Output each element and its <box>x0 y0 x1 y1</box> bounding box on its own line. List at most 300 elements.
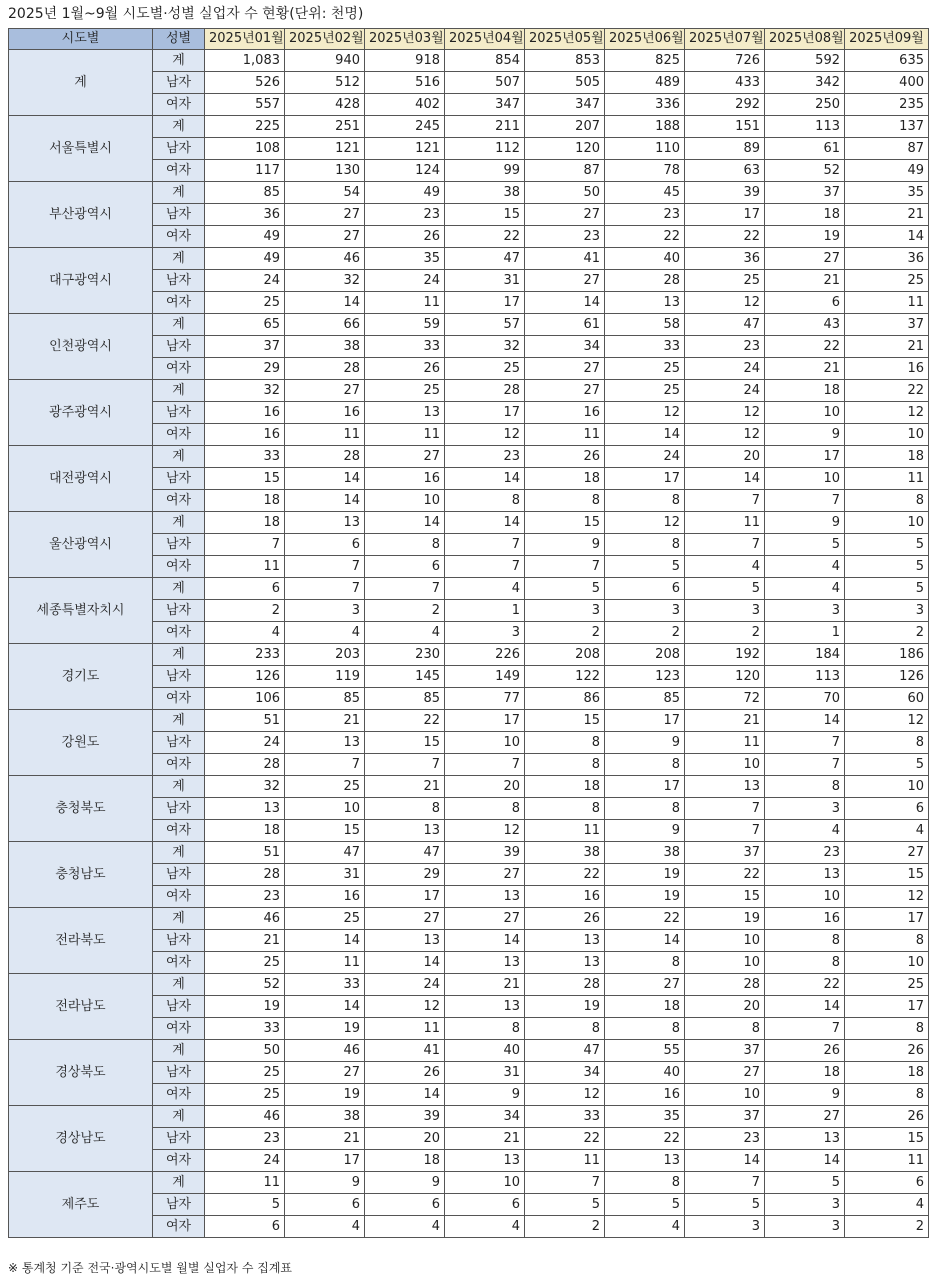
region-label: 울산광역시 <box>9 512 153 578</box>
value-cell: 17 <box>845 908 929 930</box>
value-cell: 27 <box>445 864 525 886</box>
region-label: 경상남도 <box>9 1106 153 1172</box>
region-label: 세종특별자치시 <box>9 578 153 644</box>
value-cell: 14 <box>605 930 685 952</box>
value-cell: 5 <box>845 556 929 578</box>
value-cell: 14 <box>285 292 365 314</box>
value-cell: 4 <box>365 622 445 644</box>
value-cell: 4 <box>445 1216 525 1238</box>
value-cell: 37 <box>205 336 285 358</box>
value-cell: 11 <box>845 468 929 490</box>
value-cell: 8 <box>525 798 605 820</box>
value-cell: 49 <box>365 182 445 204</box>
value-cell: 60 <box>845 688 929 710</box>
value-cell: 5 <box>845 578 929 600</box>
value-cell: 5 <box>845 534 929 556</box>
value-cell: 9 <box>765 512 845 534</box>
value-cell: 592 <box>765 50 845 72</box>
value-cell: 40 <box>605 1062 685 1084</box>
value-cell: 12 <box>605 512 685 534</box>
value-cell: 25 <box>285 776 365 798</box>
value-cell: 50 <box>205 1040 285 1062</box>
gender-label: 남자 <box>153 864 205 886</box>
value-cell: 34 <box>445 1106 525 1128</box>
value-cell: 19 <box>285 1084 365 1106</box>
value-cell: 22 <box>685 226 765 248</box>
value-cell: 37 <box>685 842 765 864</box>
value-cell: 24 <box>205 270 285 292</box>
value-cell: 113 <box>765 666 845 688</box>
value-cell: 17 <box>685 204 765 226</box>
value-cell: 15 <box>285 820 365 842</box>
header-month: 2025년08월 <box>765 29 845 50</box>
value-cell: 26 <box>365 1062 445 1084</box>
value-cell: 9 <box>525 534 605 556</box>
value-cell: 8 <box>605 1172 685 1194</box>
value-cell: 61 <box>765 138 845 160</box>
value-cell: 27 <box>365 908 445 930</box>
value-cell: 130 <box>285 160 365 182</box>
value-cell: 86 <box>525 688 605 710</box>
value-cell: 27 <box>445 908 525 930</box>
value-cell: 3 <box>765 600 845 622</box>
region-label: 충청북도 <box>9 776 153 842</box>
gender-label: 계 <box>153 182 205 204</box>
value-cell: 235 <box>845 94 929 116</box>
value-cell: 38 <box>285 336 365 358</box>
value-cell: 22 <box>765 336 845 358</box>
value-cell: 36 <box>205 204 285 226</box>
value-cell: 25 <box>205 1084 285 1106</box>
value-cell: 12 <box>685 424 765 446</box>
region-label: 강원도 <box>9 710 153 776</box>
value-cell: 336 <box>605 94 685 116</box>
value-cell: 27 <box>765 1106 845 1128</box>
value-cell: 4 <box>605 1216 685 1238</box>
value-cell: 11 <box>845 292 929 314</box>
value-cell: 16 <box>765 908 845 930</box>
value-cell: 6 <box>765 292 845 314</box>
value-cell: 14 <box>765 710 845 732</box>
value-cell: 347 <box>445 94 525 116</box>
table-row <box>9 1106 929 1128</box>
gender-label: 여자 <box>153 1150 205 1172</box>
value-cell: 8 <box>365 798 445 820</box>
value-cell: 31 <box>445 1062 525 1084</box>
value-cell: 10 <box>845 424 929 446</box>
value-cell: 14 <box>285 996 365 1018</box>
value-cell: 46 <box>285 248 365 270</box>
header-month: 2025년02월 <box>285 29 365 50</box>
value-cell: 11 <box>845 1150 929 1172</box>
value-cell: 208 <box>605 644 685 666</box>
value-cell: 8 <box>605 534 685 556</box>
region-label: 인천광역시 <box>9 314 153 380</box>
value-cell: 5 <box>605 556 685 578</box>
value-cell: 7 <box>685 820 765 842</box>
value-cell: 15 <box>845 1128 929 1150</box>
table-row <box>9 1040 929 1062</box>
gender-label: 여자 <box>153 1018 205 1040</box>
value-cell: 18 <box>605 996 685 1018</box>
region-label: 제주도 <box>9 1172 153 1238</box>
value-cell: 38 <box>285 1106 365 1128</box>
value-cell: 57 <box>445 314 525 336</box>
value-cell: 3 <box>605 600 685 622</box>
value-cell: 25 <box>205 952 285 974</box>
value-cell: 28 <box>685 974 765 996</box>
table-row <box>9 182 929 204</box>
value-cell: 27 <box>525 380 605 402</box>
value-cell: 33 <box>525 1106 605 1128</box>
value-cell: 6 <box>605 578 685 600</box>
value-cell: 19 <box>765 226 845 248</box>
value-cell: 26 <box>365 358 445 380</box>
value-cell: 7 <box>365 578 445 600</box>
value-cell: 4 <box>765 578 845 600</box>
value-cell: 61 <box>525 314 605 336</box>
value-cell: 6 <box>205 578 285 600</box>
value-cell: 7 <box>525 556 605 578</box>
value-cell: 29 <box>365 864 445 886</box>
value-cell: 122 <box>525 666 605 688</box>
table-row <box>9 1172 929 1194</box>
value-cell: 8 <box>685 1018 765 1040</box>
value-cell: 13 <box>525 952 605 974</box>
value-cell: 9 <box>765 1084 845 1106</box>
value-cell: 16 <box>285 886 365 908</box>
value-cell: 25 <box>685 270 765 292</box>
header-gender: 성별 <box>153 29 205 50</box>
value-cell: 33 <box>285 974 365 996</box>
value-cell: 10 <box>685 1084 765 1106</box>
value-cell: 7 <box>445 534 525 556</box>
value-cell: 25 <box>605 380 685 402</box>
value-cell: 34 <box>525 336 605 358</box>
gender-label: 남자 <box>153 402 205 424</box>
gender-label: 계 <box>153 446 205 468</box>
value-cell: 8 <box>365 534 445 556</box>
value-cell: 24 <box>685 358 765 380</box>
value-cell: 22 <box>365 710 445 732</box>
value-cell: 26 <box>845 1106 929 1128</box>
value-cell: 16 <box>605 1084 685 1106</box>
gender-label: 여자 <box>153 1084 205 1106</box>
header-month: 2025년05월 <box>525 29 605 50</box>
value-cell: 7 <box>765 1018 845 1040</box>
gender-label: 남자 <box>153 996 205 1018</box>
value-cell: 36 <box>845 248 929 270</box>
value-cell: 39 <box>445 842 525 864</box>
value-cell: 251 <box>285 116 365 138</box>
gender-label: 남자 <box>153 468 205 490</box>
value-cell: 121 <box>285 138 365 160</box>
value-cell: 18 <box>205 820 285 842</box>
value-cell: 26 <box>365 226 445 248</box>
value-cell: 110 <box>605 138 685 160</box>
value-cell: 14 <box>285 930 365 952</box>
value-cell: 8 <box>445 490 525 512</box>
value-cell: 3 <box>765 798 845 820</box>
value-cell: 9 <box>765 424 845 446</box>
value-cell: 14 <box>365 1084 445 1106</box>
value-cell: 13 <box>445 886 525 908</box>
value-cell: 9 <box>365 1172 445 1194</box>
value-cell: 26 <box>525 908 605 930</box>
value-cell: 78 <box>605 160 685 182</box>
value-cell: 21 <box>285 1128 365 1150</box>
value-cell: 507 <box>445 72 525 94</box>
value-cell: 55 <box>605 1040 685 1062</box>
gender-label: 여자 <box>153 688 205 710</box>
table-row <box>9 710 929 732</box>
value-cell: 18 <box>845 1062 929 1084</box>
value-cell: 13 <box>365 402 445 424</box>
value-cell: 40 <box>445 1040 525 1062</box>
value-cell: 14 <box>445 468 525 490</box>
value-cell: 47 <box>525 1040 605 1062</box>
gender-label: 계 <box>153 644 205 666</box>
value-cell: 5 <box>205 1194 285 1216</box>
value-cell: 7 <box>285 578 365 600</box>
value-cell: 66 <box>285 314 365 336</box>
value-cell: 46 <box>285 1040 365 1062</box>
table-row <box>9 314 929 336</box>
value-cell: 8 <box>845 732 929 754</box>
table-row <box>9 908 929 930</box>
value-cell: 13 <box>685 776 765 798</box>
value-cell: 38 <box>605 842 685 864</box>
header-region: 시도별 <box>9 29 153 50</box>
value-cell: 27 <box>285 1062 365 1084</box>
value-cell: 15 <box>685 886 765 908</box>
value-cell: 47 <box>445 248 525 270</box>
value-cell: 20 <box>445 776 525 798</box>
value-cell: 11 <box>205 1172 285 1194</box>
region-label: 대전광역시 <box>9 446 153 512</box>
value-cell: 28 <box>205 754 285 776</box>
value-cell: 5 <box>685 578 765 600</box>
value-cell: 854 <box>445 50 525 72</box>
value-cell: 23 <box>205 886 285 908</box>
gender-label: 계 <box>153 842 205 864</box>
value-cell: 58 <box>605 314 685 336</box>
value-cell: 10 <box>445 1172 525 1194</box>
gender-label: 남자 <box>153 534 205 556</box>
value-cell: 10 <box>365 490 445 512</box>
value-cell: 10 <box>765 468 845 490</box>
value-cell: 26 <box>525 446 605 468</box>
value-cell: 24 <box>605 446 685 468</box>
value-cell: 6 <box>285 534 365 556</box>
value-cell: 8 <box>765 930 845 952</box>
value-cell: 2 <box>205 600 285 622</box>
value-cell: 40 <box>605 248 685 270</box>
region-label: 대구광역시 <box>9 248 153 314</box>
value-cell: 8 <box>845 490 929 512</box>
value-cell: 11 <box>525 820 605 842</box>
value-cell: 145 <box>365 666 445 688</box>
value-cell: 27 <box>285 226 365 248</box>
gender-label: 계 <box>153 1106 205 1128</box>
value-cell: 12 <box>525 1084 605 1106</box>
value-cell: 7 <box>445 754 525 776</box>
value-cell: 853 <box>525 50 605 72</box>
value-cell: 2 <box>685 622 765 644</box>
value-cell: 192 <box>685 644 765 666</box>
value-cell: 2 <box>525 622 605 644</box>
value-cell: 28 <box>605 270 685 292</box>
value-cell: 35 <box>845 182 929 204</box>
value-cell: 54 <box>285 182 365 204</box>
value-cell: 24 <box>685 380 765 402</box>
value-cell: 12 <box>845 402 929 424</box>
value-cell: 13 <box>605 292 685 314</box>
value-cell: 21 <box>685 710 765 732</box>
gender-label: 계 <box>153 578 205 600</box>
value-cell: 7 <box>685 798 765 820</box>
value-cell: 8 <box>605 490 685 512</box>
value-cell: 918 <box>365 50 445 72</box>
region-label: 충청남도 <box>9 842 153 908</box>
value-cell: 27 <box>685 1062 765 1084</box>
table-row <box>9 512 929 534</box>
value-cell: 51 <box>205 842 285 864</box>
value-cell: 15 <box>845 864 929 886</box>
region-label: 전라북도 <box>9 908 153 974</box>
value-cell: 19 <box>285 1018 365 1040</box>
value-cell: 27 <box>605 974 685 996</box>
region-label: 전라남도 <box>9 974 153 1040</box>
region-label: 부산광역시 <box>9 182 153 248</box>
value-cell: 33 <box>205 446 285 468</box>
value-cell: 12 <box>445 424 525 446</box>
value-cell: 11 <box>285 952 365 974</box>
value-cell: 428 <box>285 94 365 116</box>
value-cell: 433 <box>685 72 765 94</box>
gender-label: 여자 <box>153 754 205 776</box>
value-cell: 11 <box>285 424 365 446</box>
value-cell: 15 <box>525 710 605 732</box>
value-cell: 27 <box>525 270 605 292</box>
value-cell: 59 <box>365 314 445 336</box>
table-row <box>9 776 929 798</box>
value-cell: 85 <box>285 688 365 710</box>
value-cell: 46 <box>205 908 285 930</box>
region-label: 계 <box>9 50 153 116</box>
value-cell: 726 <box>685 50 765 72</box>
value-cell: 15 <box>205 468 285 490</box>
value-cell: 4 <box>845 820 929 842</box>
value-cell: 8 <box>605 798 685 820</box>
value-cell: 8 <box>765 952 845 974</box>
value-cell: 17 <box>445 710 525 732</box>
value-cell: 18 <box>205 490 285 512</box>
value-cell: 14 <box>285 490 365 512</box>
value-cell: 70 <box>765 688 845 710</box>
value-cell: 3 <box>525 600 605 622</box>
value-cell: 15 <box>365 732 445 754</box>
value-cell: 28 <box>285 358 365 380</box>
value-cell: 13 <box>365 930 445 952</box>
value-cell: 49 <box>205 226 285 248</box>
value-cell: 8 <box>765 776 845 798</box>
table-body <box>9 50 929 1238</box>
gender-label: 여자 <box>153 490 205 512</box>
value-cell: 2 <box>845 622 929 644</box>
value-cell: 13 <box>285 512 365 534</box>
value-cell: 940 <box>285 50 365 72</box>
value-cell: 32 <box>445 336 525 358</box>
value-cell: 4 <box>685 556 765 578</box>
gender-label: 계 <box>153 908 205 930</box>
gender-label: 여자 <box>153 1216 205 1238</box>
value-cell: 5 <box>605 1194 685 1216</box>
value-cell: 347 <box>525 94 605 116</box>
value-cell: 31 <box>445 270 525 292</box>
value-cell: 186 <box>845 644 929 666</box>
value-cell: 6 <box>845 1172 929 1194</box>
value-cell: 14 <box>285 468 365 490</box>
value-cell: 33 <box>605 336 685 358</box>
value-cell: 85 <box>205 182 285 204</box>
gender-label: 여자 <box>153 226 205 248</box>
value-cell: 2 <box>845 1216 929 1238</box>
value-cell: 25 <box>205 292 285 314</box>
value-cell: 16 <box>525 402 605 424</box>
value-cell: 211 <box>445 116 525 138</box>
value-cell: 18 <box>765 1062 845 1084</box>
value-cell: 8 <box>525 754 605 776</box>
value-cell: 7 <box>765 732 845 754</box>
value-cell: 52 <box>205 974 285 996</box>
region-label: 경상북도 <box>9 1040 153 1106</box>
table-row <box>9 974 929 996</box>
value-cell: 11 <box>685 512 765 534</box>
value-cell: 400 <box>845 72 929 94</box>
gender-label: 여자 <box>153 952 205 974</box>
value-cell: 37 <box>685 1040 765 1062</box>
value-cell: 8 <box>445 1018 525 1040</box>
value-cell: 87 <box>845 138 929 160</box>
value-cell: 3 <box>285 600 365 622</box>
value-cell: 17 <box>605 710 685 732</box>
value-cell: 3 <box>685 600 765 622</box>
table-title: 2025년 1월~9월 시도별·성별 실업자 수 현황(단위: 천명) <box>8 6 364 22</box>
value-cell: 203 <box>285 644 365 666</box>
table-row <box>9 380 929 402</box>
value-cell: 27 <box>525 358 605 380</box>
gender-label: 남자 <box>153 1062 205 1084</box>
gender-label: 남자 <box>153 204 205 226</box>
value-cell: 22 <box>685 864 765 886</box>
gender-label: 계 <box>153 380 205 402</box>
value-cell: 7 <box>685 490 765 512</box>
value-cell: 7 <box>765 490 845 512</box>
table-row <box>9 50 929 72</box>
header-month: 2025년07월 <box>685 29 765 50</box>
value-cell: 23 <box>205 1128 285 1150</box>
value-cell: 825 <box>605 50 685 72</box>
gender-label: 여자 <box>153 160 205 182</box>
value-cell: 37 <box>845 314 929 336</box>
value-cell: 4 <box>365 1216 445 1238</box>
value-cell: 121 <box>365 138 445 160</box>
value-cell: 19 <box>525 996 605 1018</box>
value-cell: 39 <box>685 182 765 204</box>
value-cell: 5 <box>685 1194 765 1216</box>
value-cell: 49 <box>205 248 285 270</box>
